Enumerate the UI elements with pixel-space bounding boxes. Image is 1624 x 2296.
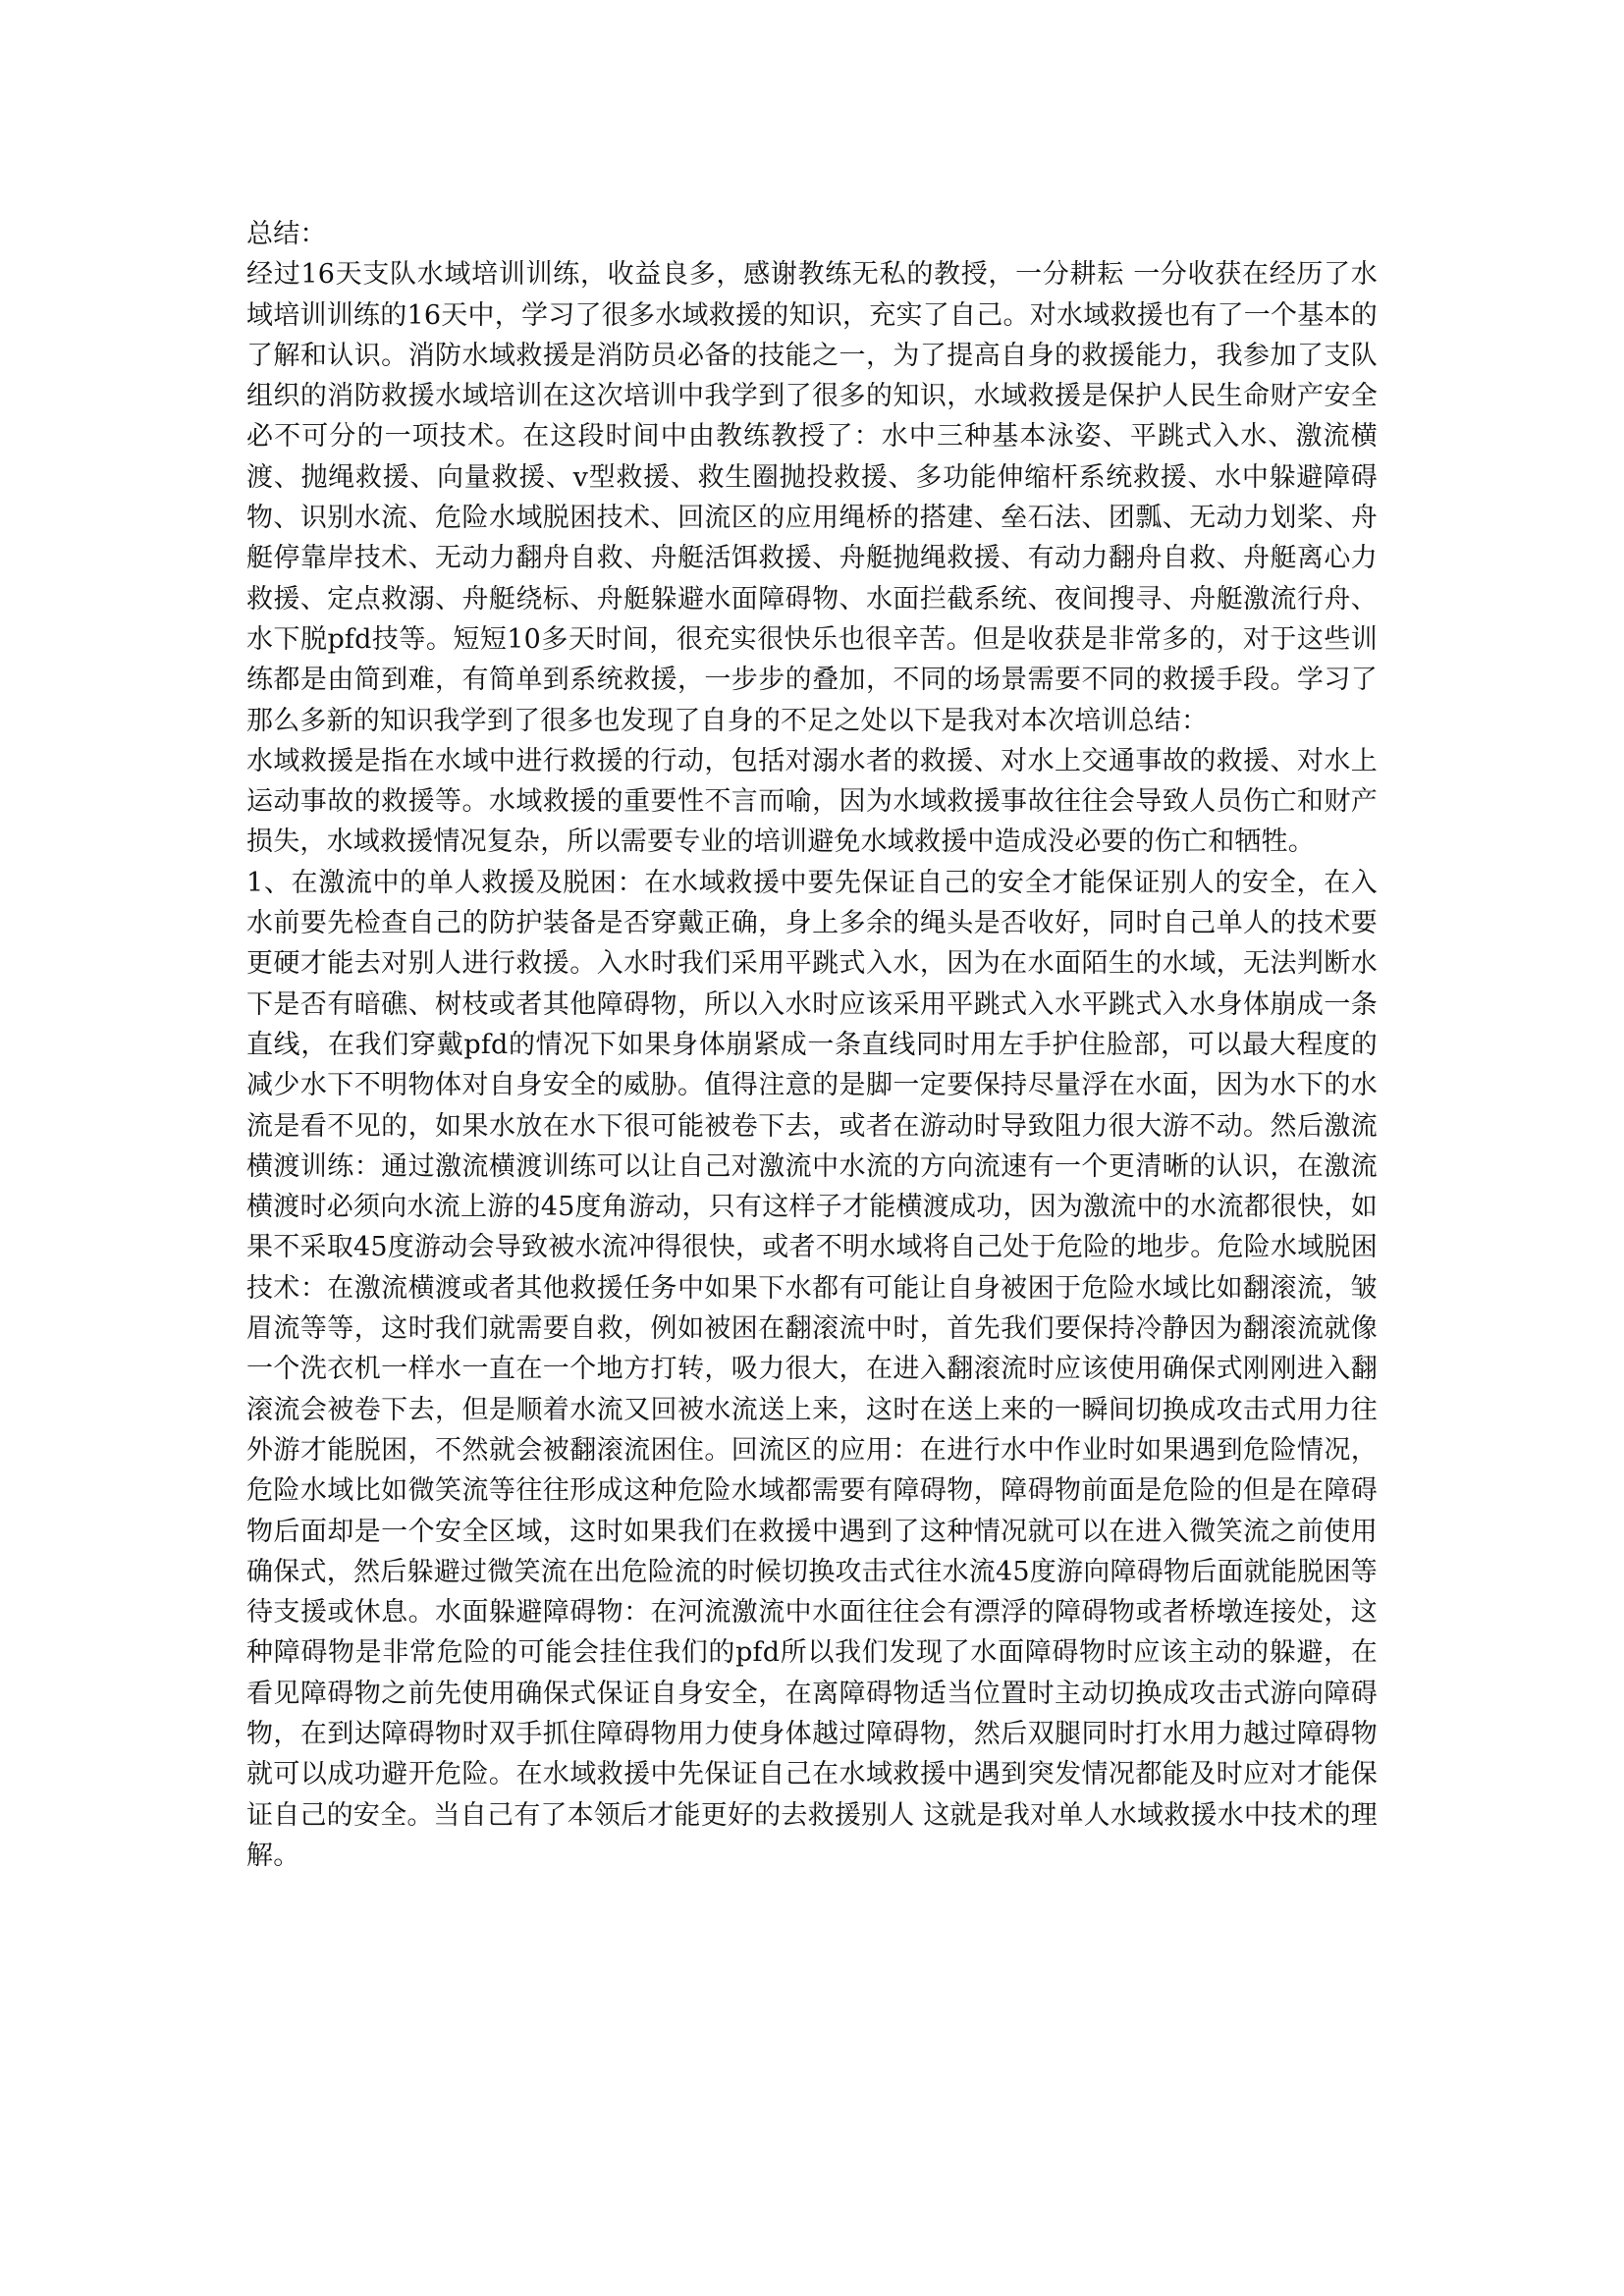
- paragraph-solo-rescue: 1、在激流中的单人救援及脱困：在水域救援中要先保证自己的安全才能保证别人的安全，在入水前要先检查自己的防护装备是否穿戴正确，身上多余的绳头是否收好，同时自己单人的技术要更硬才能去对别人进行救援。入水时我们采用平跳式入水，因为在水面陌生的水域，无法判断水下是否有暗礁、树枝或者其他障碍物，所以入水时应该采用平跳式入水平跳式入水身体崩成一条直线，在我们穿戴pfd的情况下如果身体崩紧成一条直线同时用左手护住脸部，可以最大程度的减少水下不明物体对自身安全的威胁。值得注意的是脚一定要保持尽量浮在水面，因为水下的水流是看不见的，如果水放在水下很可能被卷下去，或者在游动时导致阻力很大游不动。然后激流横渡训练：通过激流横渡训练可以让自己对激流中水流的方向流速有一个更清晰的认识，在激流横渡时必须向水流上游的45度角游动，只有这样子才能横渡成功，因为激流中的水流都很快，如果不采取45度游动会导致被水流冲得很快，或者不明水域将自己处于危险的地步。危险水域脱困技术：在激流横渡或者其他救援任务中如果下水都有可能让自身被困于危险水域比如翻滚流，皱眉流等等，这时我们就需要自救，例如被困在翻滚流中时，首先我们要保持冷静因为翻滚流就像一个洗衣机一样水一直在一个地方打转，吸力很大，在进入翻滚流时应该使用确保式刚刚进入翻滚流会被卷下去，但是顺着水流又回被水流送上来，这时在送上来的一瞬间切换成攻击式用力往外游才能脱困，不然就会被翻滚流困住。回流区的应用：在进行水中作业时如果遇到危险情况，危险水域比如微笑流等往往形成这种危险水域都需要有障碍物，障碍物前面是危险的但是在障碍物后面却是一个安全区域，这时如果我们在救援中遇到了这种情况就可以在进入微笑流之前使用确保式，然后躲避过微笑流在出危险流的时候切换攻击式往水流45度游向障碍物后面就能脱困等待支援或休息。水面躲避障碍物：在河流激流中水面往往会有漂浮的障碍物或者桥墩连接处，这种障碍物是非常危险的可能会挂住我们的pfd所以我们发现了水面障碍物时应该主动的躲避，在看见障碍物之前先使用确保式保证自身安全，在离障碍物适当位置时主动切换成攻击式游向障碍物，在到达障碍物时双手抓住障碍物用力使身体越过障碍物，然后双腿同时打水用力越过障碍物就可以成功避开危险。在水域救援中先保证自己在水域救援中遇到突发情况都能及时应对才能保证自己的安全。当自己有了本领后才能更好的去救援别人 这就是我对单人水域救援水中技术的理解。: [246, 867, 1378, 1871]
- document-heading: 总结：: [246, 219, 327, 249]
- document-page: [246, 214, 1378, 1876]
- paragraph-definition: 水域救援是指在水域中进行救援的行动，包括对溺水者的救援、对水上交通事故的救援、对水上运动事故的救援等。水域救援的重要性不言而喻，因为水域救援事故往往会导致人员伤亡和财产损失，水域救援情况复杂，所以需要专业的培训避免水域救援中造成没必要的伤亡和牺牲。: [246, 745, 1378, 858]
- paragraph-intro: 经过16天支队水域培训训练，收益良多，感谢教练无私的教授，一分耕耘 一分收获在经历了水域培训训练的16天中，学习了很多水域救援的知识，充实了自己。对水域救援也有了一个基本的了解和认识。消防水域救援是消防员必备的技能之一，为了提高自身的救援能力，我参加了支队组织的消防救援水域培训在这次培训中我学到了很多的知识，水域救援是保护人民生命财产安全必不可分的一项技术。在这段时间中由教练教授了：水中三种基本泳姿、平跳式入水、激流横渡、抛绳救援、向量救援、v型救援、救生圈抛投救援、多功能伸缩杆系统救援、水中躲避障碍物、识别水流、危险水域脱困技术、回流区的应用绳桥的搭建、垒石法、团瓢、无动力划桨、舟艇停靠岸技术、无动力翻舟自救、舟艇活饵救援、舟艇抛绳救援、有动力翻舟自救、舟艇离心力救援、定点救溺、舟艇绕标、舟艇躲避水面障碍物、水面拦截系统、夜间搜寻、舟艇激流行舟、水下脱pfd技等。短短10多天时间，很充实很快乐也很辛苦。但是收获是非常多的，对于这些训练都是由简到难，有简单到系统救援，一步步的叠加，不同的场景需要不同的救援手段。学习了那么多新的知识我学到了很多也发现了自身的不足之处以下是我对本次培训总结：: [246, 259, 1378, 736]
